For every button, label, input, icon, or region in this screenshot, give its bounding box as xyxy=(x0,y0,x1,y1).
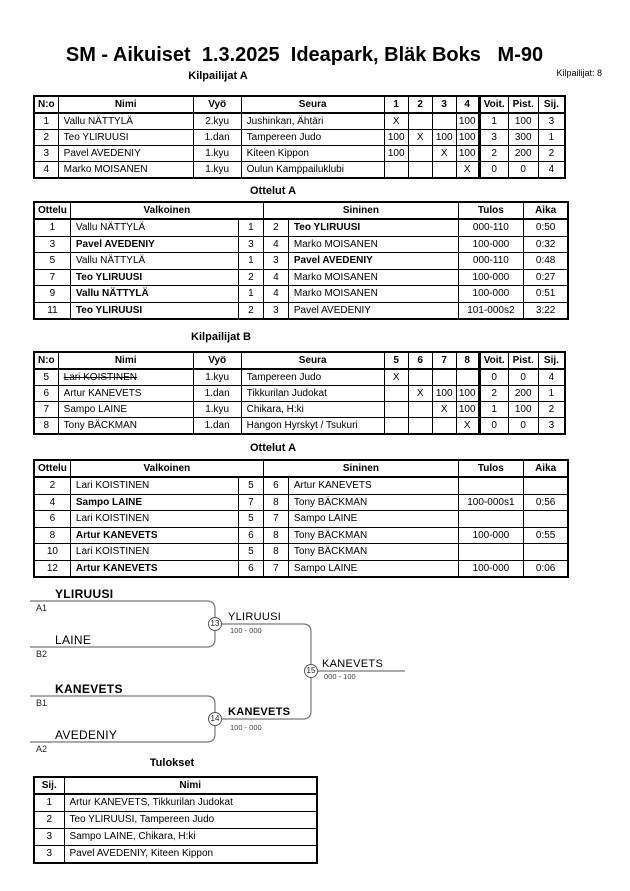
cell-name: Marko MOISANEN xyxy=(58,162,193,179)
cell-vs-6 xyxy=(408,369,432,386)
cell-vs-5: X xyxy=(384,369,408,386)
cell-white-name: Artur KANEVETS xyxy=(70,527,238,544)
cell-blue-name: Pavel AVEDENIY xyxy=(288,253,458,270)
cell-place: 1 xyxy=(538,386,565,402)
col-header-3: 3 xyxy=(432,96,456,113)
cell-white-number: 6 xyxy=(238,560,263,577)
cell-name: Pavel AVEDENIY xyxy=(58,146,193,162)
cell-belt: 1.kyu xyxy=(193,402,241,418)
cell-club: Oulun Kamppailuklubi xyxy=(241,162,384,179)
header-row xyxy=(34,96,565,113)
cell-white-number: 6 xyxy=(238,527,263,544)
cell-vs-8: X xyxy=(456,418,479,435)
col-header-match: Ottelu xyxy=(34,202,70,219)
col-header-time: Aika xyxy=(523,202,568,219)
cell-blue-number: 3 xyxy=(263,302,288,319)
match-number-badge-13: 13 xyxy=(208,617,222,631)
bracket-score-match-13: 100 - 000 xyxy=(230,626,262,635)
competitor-row xyxy=(34,402,565,418)
cell-result: 000-110 xyxy=(458,253,523,270)
col-header-result: Tulos xyxy=(458,202,523,219)
cell-vs-1: 100 xyxy=(384,130,408,146)
cell-result: 101-000s2 xyxy=(458,302,523,319)
col-header-wins: Voit. xyxy=(479,352,508,369)
cell-white-name: Teo YLIRUUSI xyxy=(70,302,238,319)
cell-match-number: 10 xyxy=(34,544,70,561)
cell-blue-number: 4 xyxy=(263,269,288,286)
cell-vs-1: X xyxy=(384,113,408,130)
competitor-row xyxy=(34,130,565,146)
cell-white-name: Lari KOISTINEN xyxy=(70,511,238,528)
col-header-number: N:o xyxy=(34,96,58,113)
col-header-name: Nimi xyxy=(64,777,317,794)
cell-place: 3 xyxy=(34,829,64,846)
cell-name-club: Teo YLIRUUSI, Tampereen Judo xyxy=(64,812,317,829)
bracket-slot-name-b1: KANEVETS xyxy=(55,682,123,696)
matches-b-table xyxy=(33,459,569,578)
cell-name: Teo YLIRUUSI xyxy=(58,130,193,146)
cell-white-name: Pavel AVEDENIY xyxy=(70,236,238,253)
cell-white-number: 5 xyxy=(238,544,263,561)
col-header-6: 6 xyxy=(408,352,432,369)
col-header-belt: Vyö xyxy=(193,96,241,113)
cell-time: 0:27 xyxy=(523,269,568,286)
col-header-time: Aika xyxy=(523,460,568,477)
cell-time: 0:50 xyxy=(523,219,568,236)
cell-time: 0:48 xyxy=(523,253,568,270)
bracket-slot-name-a1: YLIRUUSI xyxy=(55,587,114,601)
competitor-count: Kilpailijat: 8 xyxy=(556,68,602,78)
cell-wins: 1 xyxy=(479,402,508,418)
result-row xyxy=(34,846,317,864)
cell-vs-8: 100 xyxy=(456,386,479,402)
cell-white-number: 5 xyxy=(238,477,263,494)
cell-white-name: Teo YLIRUUSI xyxy=(70,269,238,286)
cell-name-club: Pavel AVEDENIY, Kiteen Kippon xyxy=(64,846,317,864)
cell-blue-number: 6 xyxy=(263,477,288,494)
match-row xyxy=(34,527,568,544)
cell-white-number: 7 xyxy=(238,494,263,511)
bracket-slot-seed-b2: B2 xyxy=(36,649,48,659)
match-row xyxy=(34,286,568,303)
cell-place: 3 xyxy=(34,846,64,864)
col-header-5: 5 xyxy=(384,352,408,369)
cell-white-number: 2 xyxy=(238,302,263,319)
cell-white-number: 3 xyxy=(238,236,263,253)
cell-belt: 1.dan xyxy=(193,418,241,435)
col-header-2: 2 xyxy=(408,96,432,113)
cell-vs-2 xyxy=(408,113,432,130)
bracket-slot-seed-a2: A2 xyxy=(36,744,48,754)
cell-number: 3 xyxy=(34,146,58,162)
cell-blue-number: 3 xyxy=(263,253,288,270)
cell-wins: 2 xyxy=(479,146,508,162)
bracket-score-match-15: 000 - 100 xyxy=(324,672,356,681)
cell-blue-number: 8 xyxy=(263,527,288,544)
col-header-result: Tulos xyxy=(458,460,523,477)
cell-blue-number: 8 xyxy=(263,544,288,561)
cell-place: 2 xyxy=(538,146,565,162)
cell-time: 0:32 xyxy=(523,236,568,253)
competitor-row xyxy=(34,162,565,179)
cell-blue-name: Marko MOISANEN xyxy=(288,236,458,253)
cell-belt: 2.kyu xyxy=(193,113,241,130)
cell-blue-name: Tony BÄCKMAN xyxy=(288,544,458,561)
cell-result xyxy=(458,511,523,528)
cell-points: 100 xyxy=(508,113,538,130)
cell-vs-5 xyxy=(384,418,408,435)
cell-time xyxy=(523,511,568,528)
header-row xyxy=(34,777,317,794)
col-header-belt: Vyö xyxy=(193,352,241,369)
cell-result: 100-000s1 xyxy=(458,494,523,511)
section-title-pool-b: Kilpailijat B xyxy=(191,331,251,343)
cell-time xyxy=(523,544,568,561)
cell-points: 200 xyxy=(508,146,538,162)
competitor-row xyxy=(34,418,565,435)
competitor-row xyxy=(34,369,565,386)
cell-result xyxy=(458,544,523,561)
cell-points: 0 xyxy=(508,369,538,386)
cell-number: 8 xyxy=(34,418,58,435)
match-row xyxy=(34,236,568,253)
cell-vs-5 xyxy=(384,402,408,418)
cell-name: Vallu NÄTTYLÄ xyxy=(58,113,193,130)
cell-belt: 1.kyu xyxy=(193,146,241,162)
cell-match-number: 11 xyxy=(34,302,70,319)
cell-match-number: 8 xyxy=(34,527,70,544)
match-row xyxy=(34,302,568,319)
section-title-matches-b: Ottelut A xyxy=(249,442,297,454)
cell-white-number: 1 xyxy=(238,286,263,303)
col-header-4: 4 xyxy=(456,96,479,113)
cell-club: Jushinkan, Ähtäri xyxy=(241,113,384,130)
col-header-club: Seura xyxy=(241,96,384,113)
cell-wins: 0 xyxy=(479,162,508,179)
col-header-name: Nimi xyxy=(58,352,193,369)
cell-vs-5 xyxy=(384,386,408,402)
cell-result: 100-000 xyxy=(458,560,523,577)
cell-place: 4 xyxy=(538,369,565,386)
cell-vs-3 xyxy=(432,113,456,130)
cell-blue-number: 2 xyxy=(263,219,288,236)
cell-club: Kiteen Kippon xyxy=(241,146,384,162)
cell-place: 3 xyxy=(538,418,565,435)
match-row xyxy=(34,511,568,528)
result-row xyxy=(34,829,317,846)
cell-club: Chikara, H:ki xyxy=(241,402,384,418)
cell-name: Artur KANEVETS xyxy=(58,386,193,402)
cell-vs-4: 100 xyxy=(456,130,479,146)
cell-belt: 1.kyu xyxy=(193,369,241,386)
cell-white-name: Lari KOISTINEN xyxy=(70,477,238,494)
cell-vs-3: 100 xyxy=(432,130,456,146)
col-header-place: Sij. xyxy=(34,777,64,794)
cell-white-name: Vallu NÄTTYLÄ xyxy=(70,219,238,236)
cell-name: Tony BÄCKMAN xyxy=(58,418,193,435)
cell-belt: 1.kyu xyxy=(193,162,241,179)
section-title-results: Tulokset xyxy=(149,757,195,769)
bracket-score-match-14: 100 - 000 xyxy=(230,723,262,732)
cell-wins: 1 xyxy=(479,113,508,130)
header-row xyxy=(34,460,568,477)
match-row xyxy=(34,560,568,577)
cell-vs-6 xyxy=(408,402,432,418)
cell-white-number: 5 xyxy=(238,511,263,528)
cell-white-number: 2 xyxy=(238,269,263,286)
header-row xyxy=(34,202,568,219)
cell-number: 6 xyxy=(34,386,58,402)
col-header-8: 8 xyxy=(456,352,479,369)
cell-blue-number: 7 xyxy=(263,511,288,528)
header-row xyxy=(34,352,565,369)
pool-b-table xyxy=(33,351,566,435)
cell-result: 000-110 xyxy=(458,219,523,236)
matches-a-table xyxy=(33,201,569,320)
cell-result: 100-000 xyxy=(458,286,523,303)
cell-points: 100 xyxy=(508,402,538,418)
cell-place: 2 xyxy=(34,812,64,829)
cell-name-club: Sampo LAINE, Chikara, H:ki xyxy=(64,829,317,846)
cell-blue-name: Sampo LAINE xyxy=(288,560,458,577)
bracket-winner-match-14: KANEVETS xyxy=(228,706,291,718)
match-row xyxy=(34,219,568,236)
cell-vs-2 xyxy=(408,146,432,162)
col-header-number: N:o xyxy=(34,352,58,369)
bracket-winner-match-15: KANEVETS xyxy=(322,658,384,670)
cell-belt: 1.dan xyxy=(193,130,241,146)
cell-time xyxy=(523,477,568,494)
bracket-slot-name-b2: LAINE xyxy=(55,633,92,647)
cell-number: 7 xyxy=(34,402,58,418)
col-header-place: Sij. xyxy=(538,96,565,113)
cell-vs-8: 100 xyxy=(456,402,479,418)
col-header-wins: Voit. xyxy=(479,96,508,113)
competitor-row xyxy=(34,113,565,130)
cell-match-number: 9 xyxy=(34,286,70,303)
cell-number: 4 xyxy=(34,162,58,179)
cell-number: 1 xyxy=(34,113,58,130)
cell-match-number: 4 xyxy=(34,494,70,511)
page-title: SM - Aikuiset 1.3.2025 Ideapark, Bläk Boks M-90 xyxy=(65,44,544,66)
cell-wins: 0 xyxy=(479,418,508,435)
cell-points: 200 xyxy=(508,386,538,402)
col-header-blue: Sininen xyxy=(263,202,458,219)
cell-white-name: Lari KOISTINEN xyxy=(70,544,238,561)
col-header-match: Ottelu xyxy=(34,460,70,477)
cell-vs-2: X xyxy=(408,130,432,146)
col-header-points: Pist. xyxy=(508,352,538,369)
competitor-row xyxy=(34,386,565,402)
cell-blue-name: Pavel AVEDENIY xyxy=(288,302,458,319)
cell-vs-2 xyxy=(408,162,432,179)
cell-club: Hangon Hyrskyt / Tsukuri xyxy=(241,418,384,435)
cell-vs-7 xyxy=(432,418,456,435)
bracket-slot-seed-b1: B1 xyxy=(36,698,48,708)
competitor-row xyxy=(34,146,565,162)
col-header-7: 7 xyxy=(432,352,456,369)
cell-number: 5 xyxy=(34,369,58,386)
result-row xyxy=(34,812,317,829)
cell-match-number: 7 xyxy=(34,269,70,286)
cell-result xyxy=(458,477,523,494)
section-title-matches-a: Ottelut A xyxy=(249,185,297,197)
cell-blue-name: Tony BÄCKMAN xyxy=(288,494,458,511)
col-header-points: Pist. xyxy=(508,96,538,113)
cell-match-number: 5 xyxy=(34,253,70,270)
cell-blue-name: Marko MOISANEN xyxy=(288,286,458,303)
section-title-pool-a: Kilpailijat A xyxy=(188,70,248,82)
cell-blue-number: 4 xyxy=(263,236,288,253)
cell-points: 300 xyxy=(508,130,538,146)
cell-vs-4: 100 xyxy=(456,146,479,162)
bracket-winner-match-13: YLIRUUSI xyxy=(228,611,282,623)
cell-place: 1 xyxy=(538,130,565,146)
match-row xyxy=(34,494,568,511)
cell-blue-name: Tony BÄCKMAN xyxy=(288,527,458,544)
col-header-club: Seura xyxy=(241,352,384,369)
cell-vs-6: X xyxy=(408,386,432,402)
cell-place: 4 xyxy=(538,162,565,179)
match-number-badge-15: 15 xyxy=(304,664,318,678)
cell-vs-3 xyxy=(432,162,456,179)
match-row xyxy=(34,269,568,286)
cell-time: 0:56 xyxy=(523,494,568,511)
cell-time: 0:55 xyxy=(523,527,568,544)
cell-wins: 0 xyxy=(479,369,508,386)
results-table xyxy=(33,776,318,864)
cell-club: Tampereen Judo xyxy=(241,369,384,386)
cell-club: Tampereen Judo xyxy=(241,130,384,146)
col-header-blue: Sininen xyxy=(263,460,458,477)
cell-blue-number: 4 xyxy=(263,286,288,303)
match-row xyxy=(34,544,568,561)
cell-vs-7: 100 xyxy=(432,386,456,402)
cell-white-number: 1 xyxy=(238,219,263,236)
cell-vs-4: X xyxy=(456,162,479,179)
cell-name-club: Artur KANEVETS, Tikkurilan Judokat xyxy=(64,794,317,812)
cell-vs-8 xyxy=(456,369,479,386)
cell-belt: 1.dan xyxy=(193,386,241,402)
cell-match-number: 6 xyxy=(34,511,70,528)
cell-vs-7: X xyxy=(432,402,456,418)
cell-result: 100-000 xyxy=(458,236,523,253)
cell-vs-6 xyxy=(408,418,432,435)
cell-white-number: 1 xyxy=(238,253,263,270)
cell-name: Lari KOISTINEN xyxy=(58,369,193,386)
cell-vs-1: 100 xyxy=(384,146,408,162)
cell-place: 3 xyxy=(538,113,565,130)
cell-points: 0 xyxy=(508,162,538,179)
cell-white-name: Vallu NÄTTYLÄ xyxy=(70,253,238,270)
cell-place: 1 xyxy=(34,794,64,812)
cell-match-number: 1 xyxy=(34,219,70,236)
match-row xyxy=(34,253,568,270)
cell-vs-4: 100 xyxy=(456,113,479,130)
cell-vs-1 xyxy=(384,162,408,179)
cell-white-name: Sampo LAINE xyxy=(70,494,238,511)
cell-match-number: 12 xyxy=(34,560,70,577)
cell-match-number: 3 xyxy=(34,236,70,253)
result-row xyxy=(34,794,317,812)
cell-blue-number: 8 xyxy=(263,494,288,511)
match-number-badge-14: 14 xyxy=(208,712,222,726)
match-row xyxy=(34,477,568,494)
cell-result: 100-000 xyxy=(458,269,523,286)
cell-time: 0:06 xyxy=(523,560,568,577)
cell-wins: 3 xyxy=(479,130,508,146)
bracket-slot-seed-a1: A1 xyxy=(36,603,48,613)
col-header-name: Nimi xyxy=(58,96,193,113)
cell-match-number: 2 xyxy=(34,477,70,494)
col-header-white: Valkoinen xyxy=(70,460,263,477)
cell-name: Sampo LAINE xyxy=(58,402,193,418)
cell-vs-7 xyxy=(432,369,456,386)
cell-time: 0:51 xyxy=(523,286,568,303)
col-header-1: 1 xyxy=(384,96,408,113)
cell-result: 100-000 xyxy=(458,527,523,544)
col-header-white: Valkoinen xyxy=(70,202,263,219)
cell-blue-name: Sampo LAINE xyxy=(288,511,458,528)
cell-white-name: Vallu NÄTTYLÄ xyxy=(70,286,238,303)
pool-a-table xyxy=(33,95,566,179)
cell-blue-number: 7 xyxy=(263,560,288,577)
cell-white-name: Artur KANEVETS xyxy=(70,560,238,577)
cell-club: Tikkurilan Judokat xyxy=(241,386,384,402)
cell-blue-name: Teo YLIRUUSI xyxy=(288,219,458,236)
cell-wins: 2 xyxy=(479,386,508,402)
cell-vs-3: X xyxy=(432,146,456,162)
cell-time: 3:22 xyxy=(523,302,568,319)
cell-place: 2 xyxy=(538,402,565,418)
col-header-place: Sij. xyxy=(538,352,565,369)
cell-blue-name: Artur KANEVETS xyxy=(288,477,458,494)
bracket-slot-name-a2: AVEDENIY xyxy=(55,728,118,742)
cell-points: 0 xyxy=(508,418,538,435)
cell-number: 2 xyxy=(34,130,58,146)
cell-blue-name: Marko MOISANEN xyxy=(288,269,458,286)
